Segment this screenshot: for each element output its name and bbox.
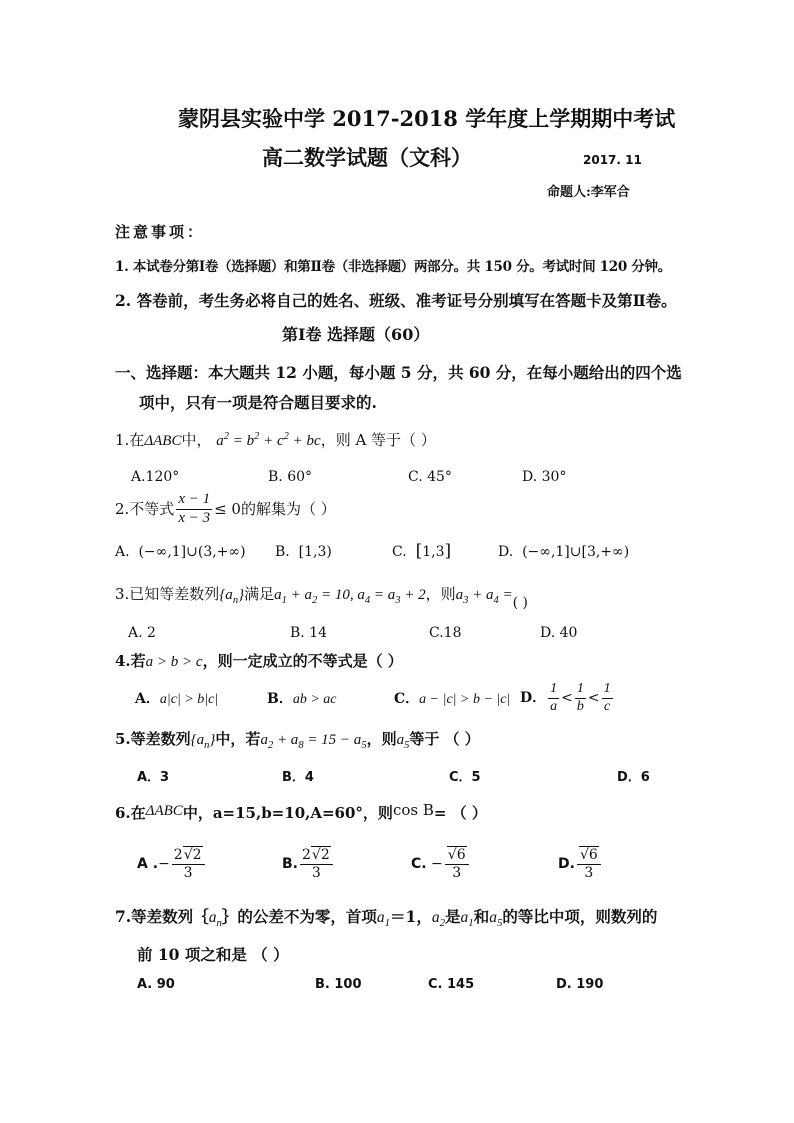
q5-prefix: 5.等差数列 [115, 730, 191, 748]
q4-option-c: C．a − |c| > b − |c| [394, 691, 511, 707]
section-intro-line1: 一、选择题：本大题共 12 小题，每小题 5 分，共 60 分，在每小题给出的四个选 [115, 363, 682, 382]
q1-prefix: 1.在 [115, 431, 145, 449]
q7-mid: ｝的公差不为零，首项 [221, 907, 377, 926]
notice-heading: 注意事项： [115, 223, 206, 241]
q1-triangle: ΔABC [144, 433, 182, 449]
exam-title: 蒙阴县实验中学 2017-2018 学年度上学期期中考试 [178, 106, 676, 131]
q5-condition: $a_2 + a_8 = 15 - a_5$ [260, 732, 367, 751]
q7-a2: $a_2$ [431, 909, 446, 930]
q2-option-a: A. (−∞,1]∪(3,+∞) [115, 544, 246, 560]
exam-author: 命题人:李军合 [547, 185, 630, 200]
q2-option-b: B. [1,3) [275, 544, 332, 560]
q3-paren: ( ) [512, 595, 528, 611]
q1-option-a: A.120° [131, 469, 180, 485]
q3-option-b: B. 14 [290, 625, 328, 641]
question-6 [115, 801, 487, 822]
exam-subtitle: 高二数学试题（文科） [262, 145, 472, 170]
q6-option-a: A .− $\frac{2√2}{3}$ [137, 848, 207, 880]
q6-option-d: D. $\frac{√6}{3}$ [558, 848, 603, 880]
question-2 [115, 492, 336, 527]
q7-option-b: B. 100 [315, 977, 362, 992]
q1-option-b: B. 60° [268, 469, 313, 485]
q2-option-d: D. (−∞,1]∪[3,+∞) [498, 544, 630, 560]
notice-item-2: 2. 答卷前，考生务必将自己的姓名、班级、准考证号分别填写在答题卡及第Ⅱ卷。 [115, 291, 677, 310]
q4-condition: a > b > c [145, 654, 203, 670]
question-7 [115, 909, 657, 929]
q7-prefix: 7.等差数列｛ [115, 907, 209, 926]
q5-option-b: B．4 [282, 770, 314, 785]
q7-tail: 的等比中项，则数列的 [502, 907, 658, 926]
q7-a1-ref: $a_1$ [460, 909, 474, 930]
q5-tail: 等于 （ ） [409, 730, 480, 748]
q4-option-d: D． $\frac{1}{a}$ < $\frac{1}{b}$ < $\frac{1}{c}$ [520, 681, 611, 714]
q3-option-d: D. 40 [540, 625, 578, 641]
q6-option-c: C. − $\frac{√6}{3}$ [411, 848, 471, 880]
q6-option-b: B. $\frac{2√2}{3}$ [282, 848, 335, 880]
q6-condition: 中，a=15,b=10,A=60°，则 [182, 804, 393, 822]
q5-option-c: C．5 [449, 770, 481, 785]
question-1 [115, 432, 436, 449]
q4-tail: ，则一定成立的不等式是（ ） [202, 652, 403, 670]
question-5 [115, 732, 480, 752]
q6-prefix: 6.在 [115, 804, 146, 822]
q1-option-c: C. 45° [408, 469, 452, 485]
q3-expression: $a_3 + a_4$ = [455, 587, 513, 606]
q7-line2: 前 10 项之和是 （ ） [137, 945, 289, 964]
q7-mid4: 和 [473, 907, 490, 926]
section-title: 第Ⅰ卷 选择题（60） [282, 325, 430, 344]
q5-option-d: D．6 [617, 770, 650, 785]
q1-mid: 中， [181, 431, 212, 449]
q3-sequence: $\{a_n\}$ [219, 587, 245, 606]
q1-tail: ，则 A 等于（ ） [320, 431, 436, 449]
question-4 [115, 654, 403, 670]
q2-prefix: 2.不等式 [115, 499, 175, 518]
q4-option-b: B．ab > ac [267, 691, 337, 707]
q5-option-a: A．3 [137, 770, 170, 785]
q6-triangle: ΔABC [145, 803, 183, 819]
q7-option-d: D. 190 [556, 977, 604, 992]
q1-option-d: D. 30° [522, 469, 567, 485]
q4-prefix: 4.若 [115, 652, 146, 670]
section-intro-line2: 项中，只有一项是符合题目要求的. [139, 393, 377, 412]
exam-date: 2017. 11 [583, 153, 642, 167]
q5-mid: 中，若 [215, 730, 261, 748]
q7-mid2: ＝1， [390, 907, 432, 926]
notice-item-1: 1. 本试卷分第Ⅰ卷（选择题）和第Ⅱ卷（非选择题）两部分。共 150 分。考试时间 120 分钟。 [115, 259, 671, 275]
q6-tail: = （ ） [433, 804, 487, 822]
q2-option-c: C. [1,3] [392, 541, 452, 561]
q5-mid2: ，则 [366, 730, 397, 748]
q3-option-c: C.18 [429, 625, 462, 641]
q6-cos: cos B [392, 801, 434, 819]
q7-option-c: C. 145 [428, 977, 475, 992]
q1-equation: $a^2 = b^2 + c^2$ + bc [216, 431, 321, 449]
q7-option-a: A. 90 [137, 977, 175, 992]
q5-sequence: $\{a_n\}$ [190, 732, 216, 751]
q7-mid3: 是 [445, 907, 461, 926]
q3-condition: $a_1 + a_2 = 10$, $a_4 = a_3 + 2$ [274, 587, 426, 606]
q4-option-a: A．a|c| > b|c| [135, 691, 219, 707]
q2-leq-zero: ≤ 0 [214, 499, 241, 518]
q3-prefix: 3.已知等差数列 [115, 585, 220, 603]
q3-option-a: A. 2 [128, 625, 156, 641]
q7-a5: $a_5$ [489, 909, 503, 930]
question-3 [115, 585, 528, 611]
q3-tail: ，则 [425, 585, 456, 603]
q7-sequence: $a_n$ [208, 909, 222, 930]
q2-tail: 的解集为（ ） [240, 499, 336, 518]
q7-a1: $a_1$ [376, 909, 391, 930]
q5-target: $a_5$ [396, 732, 410, 751]
q3-mid: 满足 [244, 585, 275, 603]
q2-fraction: $\frac{x - 1}{x - 3}$ [178, 491, 211, 526]
